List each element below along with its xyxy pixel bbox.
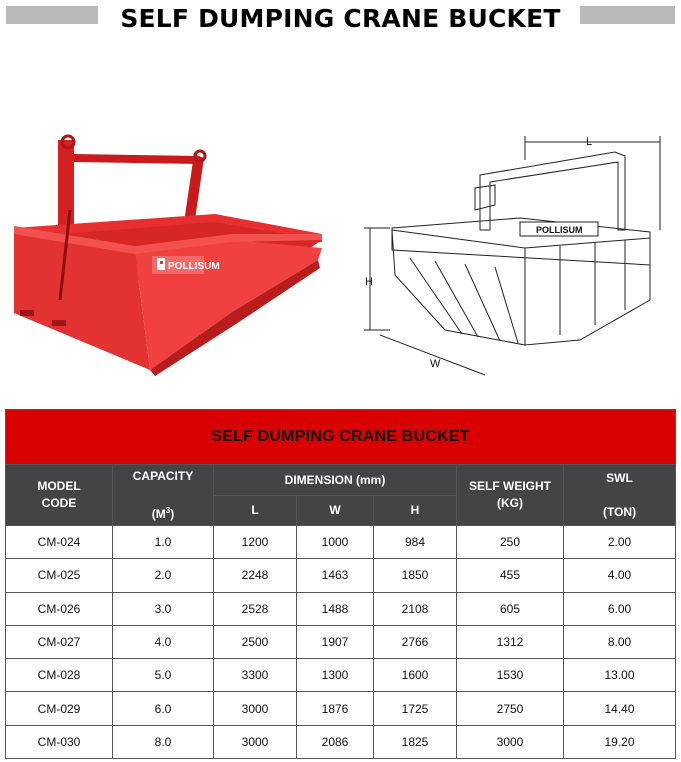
- dim-label-l: L: [586, 136, 593, 148]
- cell-l: 3000: [214, 692, 297, 725]
- table-row: [6, 525, 676, 558]
- cell-swl: 19.20: [564, 725, 676, 758]
- spec-table: [5, 409, 676, 759]
- cell-swl: 4.00: [564, 559, 676, 592]
- cell-w: 1907: [297, 625, 374, 658]
- header-self-weight: SELF WEIGHT (KG): [457, 465, 564, 526]
- technical-drawing: [350, 130, 675, 380]
- header-dim-h: H: [374, 495, 457, 525]
- cell-weight: 250: [457, 525, 564, 558]
- cell-code: CM-030: [6, 725, 113, 758]
- cell-code: CM-024: [6, 525, 113, 558]
- cell-weight: 2750: [457, 692, 564, 725]
- cell-h: 1725: [374, 692, 457, 725]
- cell-swl: 6.00: [564, 592, 676, 625]
- cell-h: 2766: [374, 625, 457, 658]
- cell-h: 1600: [374, 659, 457, 692]
- dim-label-h: H: [365, 276, 373, 288]
- cell-code: CM-026: [6, 592, 113, 625]
- header-swl: SWL (TON): [564, 465, 676, 526]
- cell-l: 1200: [214, 525, 297, 558]
- cell-capacity: 5.0: [113, 659, 214, 692]
- cell-w: 1488: [297, 592, 374, 625]
- brand-logo-icon: [157, 258, 165, 270]
- product-photo: [0, 130, 335, 380]
- table-row: [6, 559, 676, 592]
- cell-w: 1876: [297, 692, 374, 725]
- cell-weight: 3000: [457, 725, 564, 758]
- header-dim-l: L: [214, 495, 297, 525]
- cell-code: CM-029: [6, 692, 113, 725]
- drawing-brand-label: POLLISUM: [536, 225, 583, 235]
- dim-label-w: W: [430, 358, 441, 370]
- cell-swl: 8.00: [564, 625, 676, 658]
- cell-w: 1000: [297, 525, 374, 558]
- table-row: [6, 725, 676, 758]
- table-row: [6, 659, 676, 692]
- cell-w: 1463: [297, 559, 374, 592]
- cell-h: 1850: [374, 559, 457, 592]
- table-banner: SELF DUMPING CRANE BUCKET: [6, 410, 676, 465]
- cell-weight: 605: [457, 592, 564, 625]
- cell-l: 2500: [214, 625, 297, 658]
- cell-capacity: 4.0: [113, 625, 214, 658]
- header-model-code: MODEL CODE: [6, 465, 113, 526]
- cell-code: CM-028: [6, 659, 113, 692]
- cell-h: 984: [374, 525, 457, 558]
- cell-capacity: 3.0: [113, 592, 214, 625]
- cell-swl: 13.00: [564, 659, 676, 692]
- cell-l: 2248: [214, 559, 297, 592]
- photo-brand-label: POLLISUM: [168, 261, 220, 272]
- header-dim-w: W: [297, 495, 374, 525]
- cell-w: 2086: [297, 725, 374, 758]
- cell-code: CM-025: [6, 559, 113, 592]
- table-row: [6, 692, 676, 725]
- cell-capacity: 2.0: [113, 559, 214, 592]
- cell-weight: 1312: [457, 625, 564, 658]
- cell-l: 3300: [214, 659, 297, 692]
- cell-h: 1825: [374, 725, 457, 758]
- cell-weight: 1530: [457, 659, 564, 692]
- cell-l: 2528: [214, 592, 297, 625]
- header-dimension: DIMENSION (mm): [214, 465, 457, 495]
- cell-swl: 2.00: [564, 525, 676, 558]
- cell-l: 3000: [214, 725, 297, 758]
- header-capacity: CAPACITY $(M^3)$: [113, 465, 214, 526]
- cell-code: CM-027: [6, 625, 113, 658]
- cell-capacity: 1.0: [113, 525, 214, 558]
- cell-w: 1300: [297, 659, 374, 692]
- cell-weight: 455: [457, 559, 564, 592]
- cell-capacity: 8.0: [113, 725, 214, 758]
- table-row: [6, 592, 676, 625]
- cell-swl: 14.40: [564, 692, 676, 725]
- table-row: [6, 625, 676, 658]
- cell-capacity: 6.0: [113, 692, 214, 725]
- page-title: SELF DUMPING CRANE BUCKET: [120, 4, 561, 33]
- cell-h: 2108: [374, 592, 457, 625]
